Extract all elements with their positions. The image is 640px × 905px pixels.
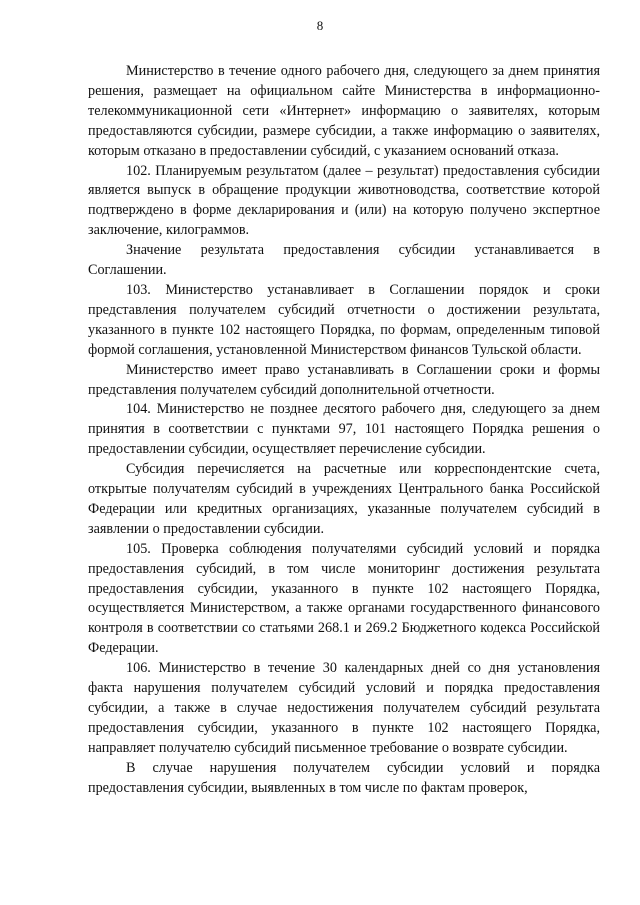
paragraph-violation: В случае нарушения получателем субсидии условий и порядка предоставления субсидии, выявленных в том числе по фактам проверок, [88, 759, 600, 796]
paragraph-publication: Министерство в течение одного рабочего дня, следующего за днем принятия решения, размещает на официальном сайте Министерства в информационно-телекоммуникационной сети «Интернет» информацию о заявителях, которым предоставляются субсидии, размере субсидии, а также информацию о заявителях, которым отказано в предоставлении субсидий, с указанием оснований отказа. [88, 63, 600, 159]
paragraph-105: 105. Проверка соблюдения получателями субсидий условий и порядка предоставления субсидий, в том числе мониторинг достижения результата предоставления субсидии, указанного в пункте 102 настоящего Порядка, осуществляется Министерством, а также органами государственного финансового контроля в соответствии со статьями 268.1 и 269.2 Бюджетного кодекса Российской Федерации. [88, 540, 600, 657]
page-number: 8 [316, 18, 324, 33]
paragraph-transfer-accounts: Субсидия перечисляется на расчетные или корреспондентские счета, открытые получателям субсидий в учреждениях Центрального банка Российской Федерации или кредитных организациях, указанные получателем субсидий в заявлении о предоставлении субсидии. [88, 461, 600, 537]
document-body [88, 62, 600, 799]
paragraph-additional-reporting: Министерство имеет право устанавливать в Соглашении сроки и формы представления получателем субсидий дополнительной отчетности. [88, 361, 600, 398]
paragraph-103: 103. Министерство устанавливает в Соглашении порядок и сроки представления получателем субсидий отчетности о достижении результата, указанного в пункте 102 настоящего Порядка, по формам, определенным типовой формой соглашения, установленной Министерством финансов Тульской области. [88, 281, 600, 358]
paragraph-result-value: Значение результата предоставления субсидии устанавливается в Соглашении. [88, 242, 600, 279]
paragraph-104: 104. Министерство не позднее десятого рабочего дня, следующего за днем принятия в соответствии с пунктами 97, 101 настоящего Порядка решения о предоставлении субсидии, осуществляет перечисление субсидии. [88, 401, 600, 458]
paragraph-102: 102. Планируемым результатом (далее – результат) предоставления субсидии является выпуск в обращение продукции животноводства, соответствие которой подтверждено в форме декларирования и (или) на которую получено экспертное заключение, килограммов. [88, 162, 600, 239]
paragraph-106: 106. Министерство в течение 30 календарных дней со дня установления факта нарушения получателем субсидий условий и порядка предоставления субсидии, а также в случае недостижения получателем субсидий результата предоставления субсидии, указанного в пункте 102 настоящего Порядка, направляет получателю субсидий письменное требование о возврате субсидии. [88, 660, 600, 756]
